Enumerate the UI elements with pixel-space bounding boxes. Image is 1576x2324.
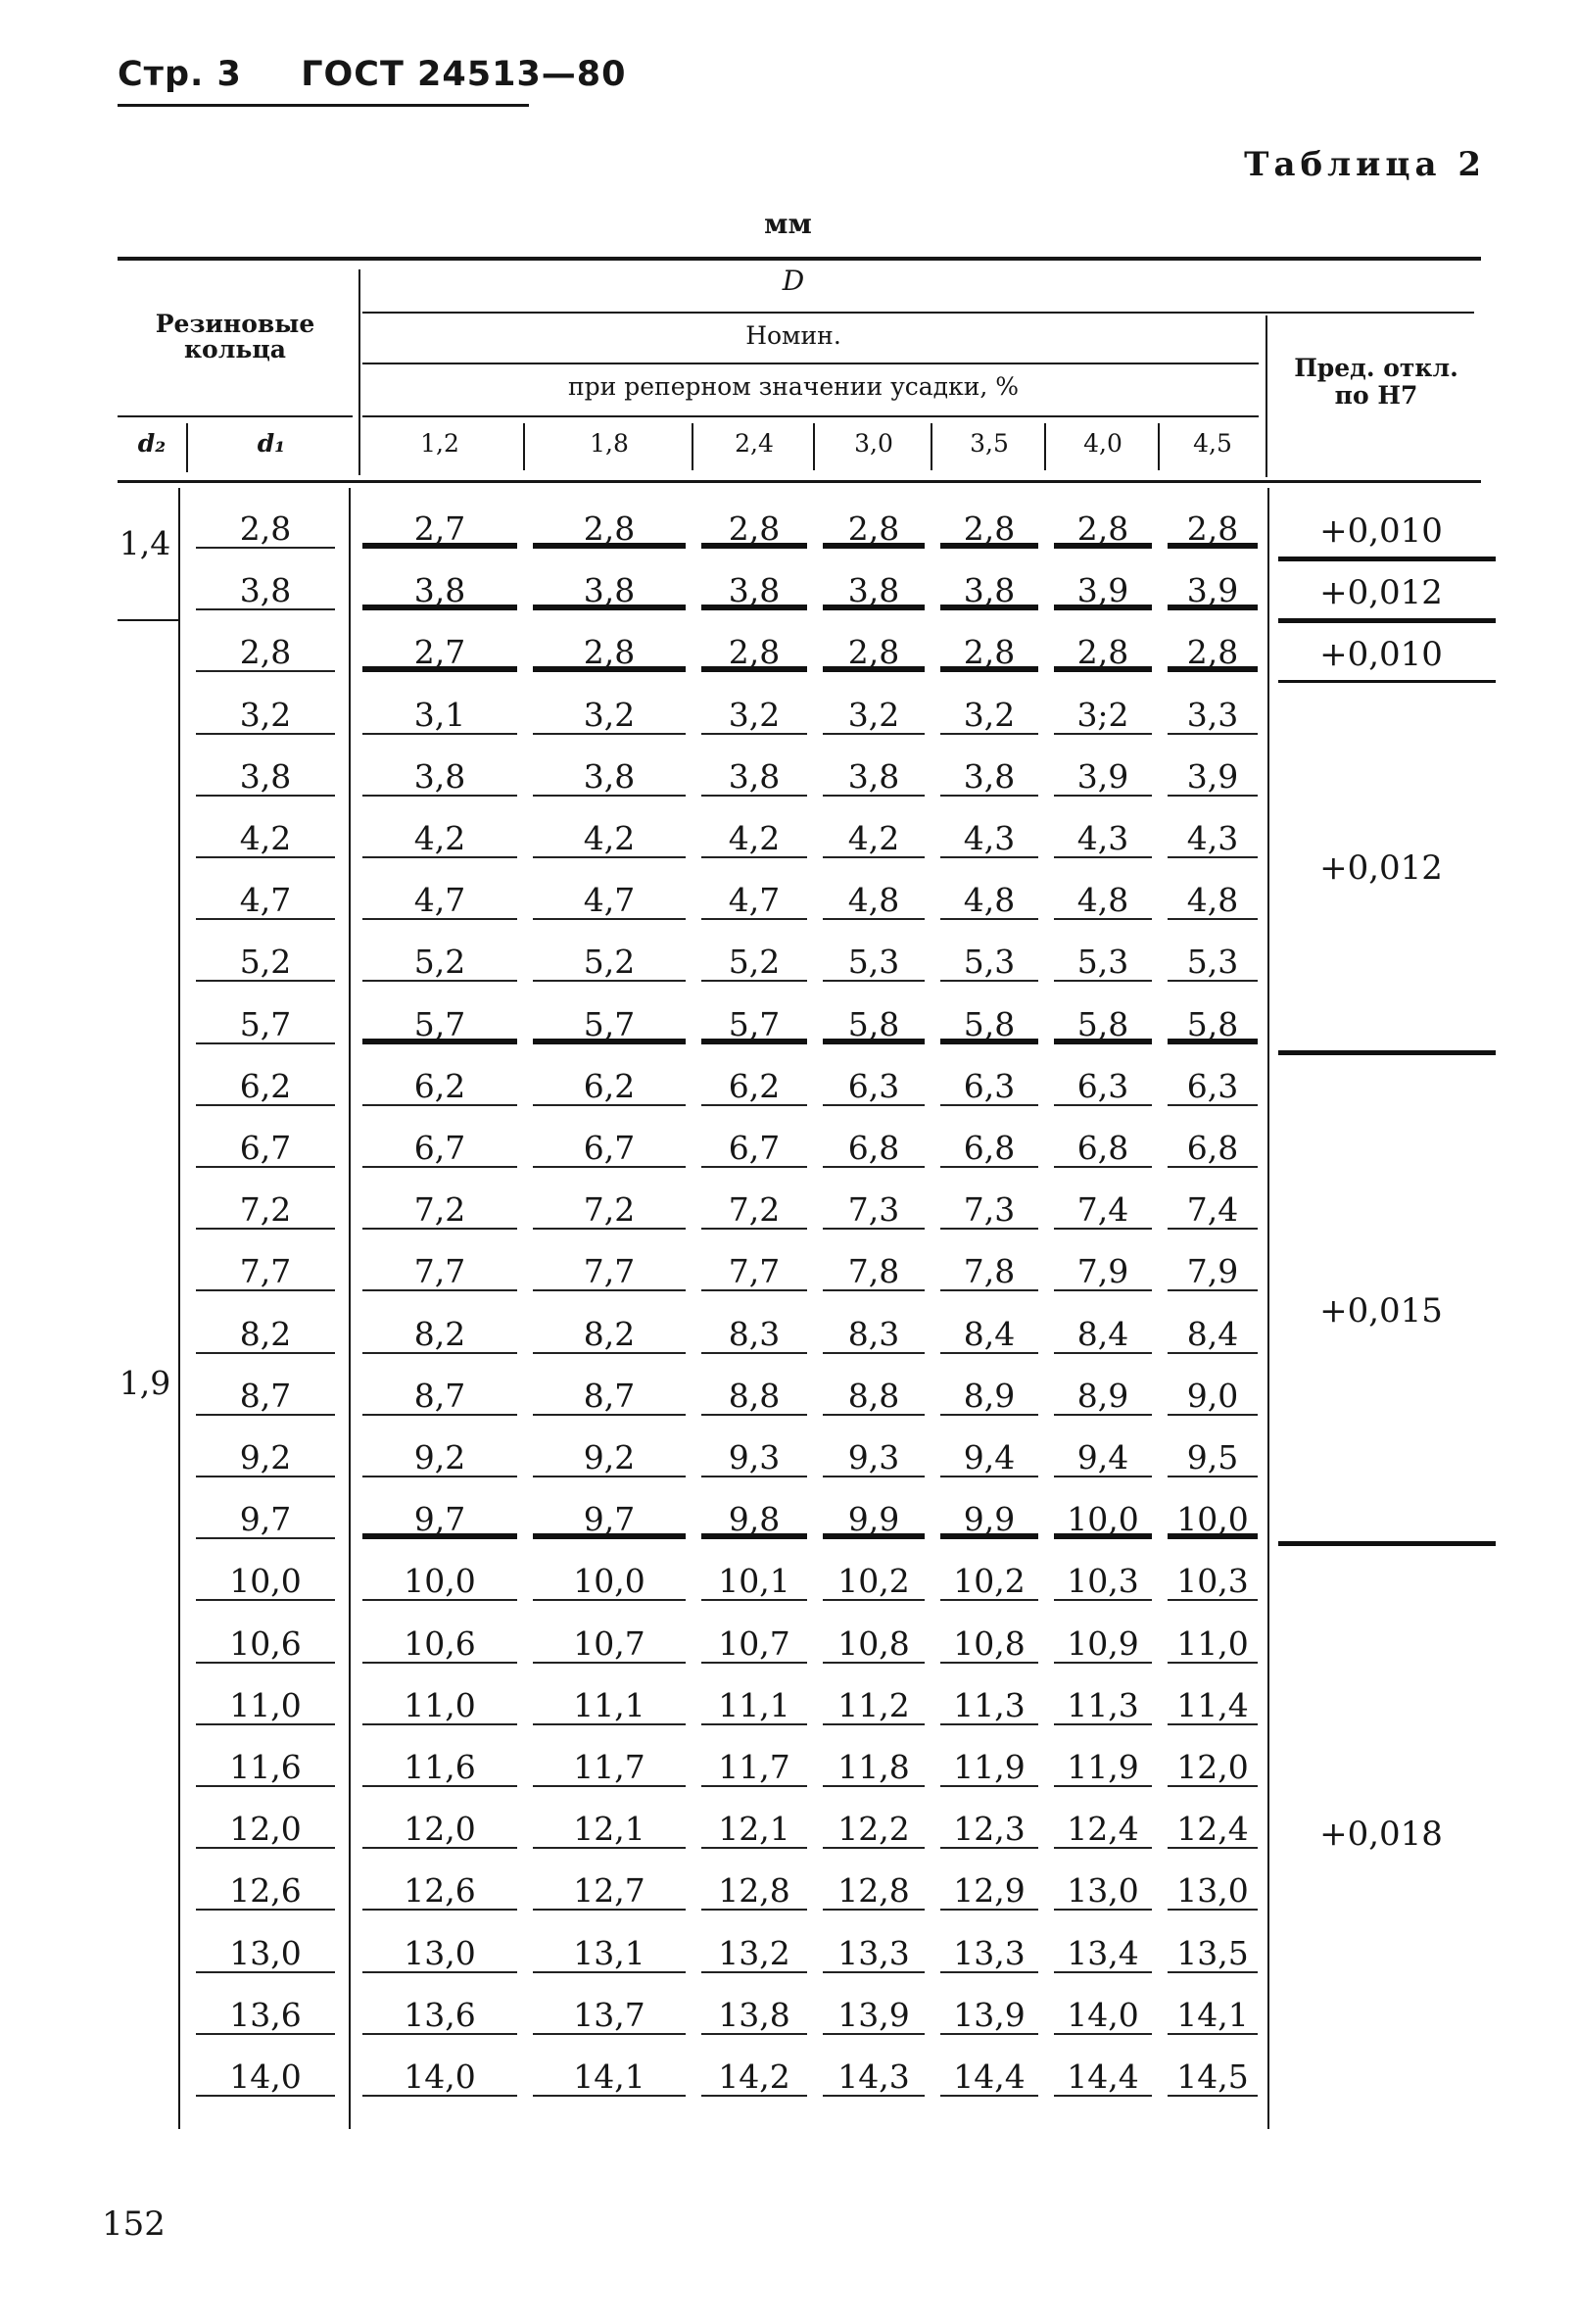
cell-d1: 8,7 xyxy=(196,1377,335,1416)
cell-d1: 6,2 xyxy=(196,1067,335,1106)
cell-value: 9,2 xyxy=(533,1438,686,1477)
header-shrinkage-divider xyxy=(813,423,815,470)
cell-value: 7,7 xyxy=(701,1252,807,1291)
cell-value: 12,8 xyxy=(823,1871,925,1911)
cell-d1: 14,0 xyxy=(196,2058,335,2097)
cell-value: 3,2 xyxy=(701,696,807,735)
cell-value: 8,2 xyxy=(533,1315,686,1354)
header-shrinkage-value: 4,0 xyxy=(1083,429,1122,458)
cell-value: 11,4 xyxy=(1168,1686,1258,1725)
cell-value: 2,8 xyxy=(940,633,1038,672)
cell-value: 13,9 xyxy=(940,1996,1038,2035)
header-shrinkage-value: 4,5 xyxy=(1193,429,1232,458)
body-vline-tolerance xyxy=(1267,488,1269,2129)
cell-value: 14,1 xyxy=(533,2058,686,2097)
table-row xyxy=(0,1862,1576,1923)
cell-value: 14,5 xyxy=(1168,2058,1258,2097)
cell-value: 10,0 xyxy=(1168,1500,1258,1539)
cell-value: 12,6 xyxy=(362,1871,517,1911)
cell-value: 3,8 xyxy=(362,757,517,797)
table-row xyxy=(0,686,1576,748)
tolerance-rule-5 xyxy=(1278,1541,1496,1546)
cell-value: 2,8 xyxy=(1168,509,1258,549)
cell-value: 5,2 xyxy=(701,943,807,982)
cell-d1: 6,7 xyxy=(196,1129,335,1168)
cell-value: 13,6 xyxy=(362,1996,517,2035)
table-label: Таблица 2 xyxy=(1244,145,1486,184)
cell-value: 14,0 xyxy=(1054,1996,1152,2035)
cell-value: 4,8 xyxy=(1054,881,1152,920)
cell-d1: 7,2 xyxy=(196,1190,335,1230)
cell-value: 9,4 xyxy=(940,1438,1038,1477)
cell-value: 11,0 xyxy=(362,1686,517,1725)
cell-value: 7,2 xyxy=(701,1190,807,1230)
header-shrinkage-divider xyxy=(523,423,525,470)
cell-value: 6,8 xyxy=(1168,1129,1258,1168)
table-row xyxy=(0,1738,1576,1800)
cell-value: 10,8 xyxy=(940,1624,1038,1664)
cell-value: 10,0 xyxy=(1054,1500,1152,1539)
cell-value: 9,7 xyxy=(362,1500,517,1539)
cell-value: 13,0 xyxy=(1168,1871,1258,1911)
table-row xyxy=(0,1057,1576,1119)
cell-d1: 5,7 xyxy=(196,1005,335,1044)
cell-value: 12,0 xyxy=(362,1810,517,1849)
cell-d1: 2,8 xyxy=(196,509,335,549)
cell-value: 9,9 xyxy=(940,1500,1038,1539)
cell-value: 9,7 xyxy=(533,1500,686,1539)
cell-value: 9,4 xyxy=(1054,1438,1152,1477)
cell-value: 13,0 xyxy=(1054,1871,1152,1911)
cell-value: 14,4 xyxy=(940,2058,1038,2097)
table-row xyxy=(0,1428,1576,1490)
header-bottom-rule xyxy=(118,480,1481,483)
cell-value: 3,2 xyxy=(823,696,925,735)
cell-value: 8,2 xyxy=(362,1315,517,1354)
cell-value: 6,7 xyxy=(701,1129,807,1168)
cell-value: 2,8 xyxy=(823,509,925,549)
cell-value: 8,4 xyxy=(1054,1315,1152,1354)
cell-value: 7,8 xyxy=(823,1252,925,1291)
cell-value: 7,4 xyxy=(1054,1190,1152,1230)
cell-value: 14,4 xyxy=(1054,2058,1152,2097)
table-row xyxy=(0,995,1576,1057)
tolerance-2: +0,012 xyxy=(1319,573,1443,612)
header-shrinkage-divider xyxy=(1158,423,1160,470)
cell-value: 4,2 xyxy=(362,819,517,858)
cell-value: 11,1 xyxy=(701,1686,807,1725)
cell-value: 11,3 xyxy=(940,1686,1038,1725)
cell-value: 7,4 xyxy=(1168,1190,1258,1230)
cell-d1: 3,8 xyxy=(196,757,335,797)
cell-value: 3,8 xyxy=(533,571,686,610)
cell-value: 2,8 xyxy=(533,633,686,672)
header-shrinkage-divider xyxy=(1044,423,1046,470)
cell-value: 11,7 xyxy=(701,1748,807,1787)
header-d1: d₁ xyxy=(257,429,286,458)
page-number: 152 xyxy=(102,2204,166,2244)
cell-value: 5,8 xyxy=(823,1005,925,1044)
cell-value: 4,2 xyxy=(533,819,686,858)
cell-value: 3,8 xyxy=(701,571,807,610)
cell-value: 6,8 xyxy=(823,1129,925,1168)
table-row xyxy=(0,748,1576,809)
cell-value: 2,8 xyxy=(533,509,686,549)
cell-value: 4,3 xyxy=(1168,819,1258,858)
cell-value: 9,9 xyxy=(823,1500,925,1539)
cell-value: 13,1 xyxy=(533,1934,686,1973)
cell-value: 6,8 xyxy=(940,1129,1038,1168)
cell-value: 14,2 xyxy=(701,2058,807,2097)
cell-d1: 2,8 xyxy=(196,633,335,672)
cell-value: 5,7 xyxy=(701,1005,807,1044)
cell-d1: 13,6 xyxy=(196,1996,335,2035)
cell-value: 9,3 xyxy=(701,1438,807,1477)
cell-value: 4,2 xyxy=(823,819,925,858)
tolerance-6: +0,018 xyxy=(1319,1815,1443,1854)
cell-value: 9,8 xyxy=(701,1500,807,1539)
table-row xyxy=(0,1676,1576,1738)
cell-value: 6,7 xyxy=(533,1129,686,1168)
cell-value: 3,2 xyxy=(940,696,1038,735)
cell-value: 14,0 xyxy=(362,2058,517,2097)
cell-value: 7,3 xyxy=(940,1190,1038,1230)
cell-value: 6,2 xyxy=(701,1067,807,1106)
tolerance-1: +0,010 xyxy=(1319,511,1443,551)
cell-value: 6,3 xyxy=(1054,1067,1152,1106)
cell-d1: 5,2 xyxy=(196,943,335,982)
cell-value: 4,2 xyxy=(701,819,807,858)
cell-value: 4,8 xyxy=(1168,881,1258,920)
body-vline-d1 xyxy=(349,488,351,2129)
cell-value: 13,5 xyxy=(1168,1934,1258,1973)
cell-value: 2,8 xyxy=(1168,633,1258,672)
tolerance-4: +0,012 xyxy=(1319,848,1443,888)
cell-value: 5,2 xyxy=(533,943,686,982)
cell-d1: 11,0 xyxy=(196,1686,335,1725)
cell-d1: 4,7 xyxy=(196,881,335,920)
d2-group-1: 1,4 xyxy=(119,524,171,562)
cell-value: 7,8 xyxy=(940,1252,1038,1291)
cell-value: 6,3 xyxy=(940,1067,1038,1106)
cell-value: 5,3 xyxy=(1168,943,1258,982)
cell-value: 5,7 xyxy=(533,1005,686,1044)
cell-value: 10,1 xyxy=(701,1562,807,1601)
cell-value: 3,2 xyxy=(533,696,686,735)
cell-value: 12,1 xyxy=(533,1810,686,1849)
cell-d1: 3,8 xyxy=(196,571,335,610)
cell-value: 8,7 xyxy=(533,1377,686,1416)
cell-value: 5,3 xyxy=(940,943,1038,982)
cell-value: 10,3 xyxy=(1168,1562,1258,1601)
cell-value: 13,4 xyxy=(1054,1934,1152,1973)
cell-value: 4,8 xyxy=(940,881,1038,920)
cell-value: 9,0 xyxy=(1168,1377,1258,1416)
cell-value: 8,9 xyxy=(1054,1377,1152,1416)
cell-value: 12,1 xyxy=(701,1810,807,1849)
cell-value: 4,8 xyxy=(823,881,925,920)
cell-value: 3,8 xyxy=(362,571,517,610)
cell-value: 2,8 xyxy=(940,509,1038,549)
header-shrinkage: при реперном значении усадки, % xyxy=(567,372,1020,401)
cell-value: 10,8 xyxy=(823,1624,925,1664)
cell-value: 13,7 xyxy=(533,1996,686,2035)
cell-value: 13,8 xyxy=(701,1996,807,2035)
cell-value: 12,3 xyxy=(940,1810,1038,1849)
cell-value: 8,8 xyxy=(701,1377,807,1416)
header-vline-d2 xyxy=(186,423,188,472)
cell-value: 2,7 xyxy=(362,633,517,672)
cell-value: 3,8 xyxy=(823,757,925,797)
cell-value: 3,1 xyxy=(362,696,517,735)
cell-value: 3,8 xyxy=(701,757,807,797)
cell-value: 10,0 xyxy=(362,1562,517,1601)
cell-value: 3,9 xyxy=(1168,757,1258,797)
header-shrinkage-divider xyxy=(692,423,693,470)
cell-value: 12,2 xyxy=(823,1810,925,1849)
cell-value: 3,8 xyxy=(940,757,1038,797)
cell-value: 6,2 xyxy=(533,1067,686,1106)
body-vline-d2 xyxy=(178,488,180,2129)
table-row xyxy=(0,2048,1576,2109)
cell-value: 4,3 xyxy=(940,819,1038,858)
cell-value: 6,2 xyxy=(362,1067,517,1106)
cell-value: 13,3 xyxy=(940,1934,1038,1973)
cell-value: 14,1 xyxy=(1168,1996,1258,2035)
cell-value: 3,9 xyxy=(1054,757,1152,797)
cell-value: 3,8 xyxy=(823,571,925,610)
header-tolerance: Пред. откл. по H7 xyxy=(1294,354,1458,410)
cell-value: 7,3 xyxy=(823,1190,925,1230)
cell-value: 10,7 xyxy=(533,1624,686,1664)
cell-value: 11,2 xyxy=(823,1686,925,1725)
cell-value: 8,3 xyxy=(823,1315,925,1354)
cell-d1: 13,0 xyxy=(196,1934,335,1973)
header-rule-d-below xyxy=(362,312,1474,314)
cell-value: 3,9 xyxy=(1168,571,1258,610)
header-nominal: Номин. xyxy=(745,321,841,350)
cell-value: 7,9 xyxy=(1168,1252,1258,1291)
cell-value: 5,3 xyxy=(823,943,925,982)
header-shrinkage-value: 3,5 xyxy=(970,429,1009,458)
cell-d1: 12,0 xyxy=(196,1810,335,1849)
page-ref: Стр. 3 xyxy=(118,55,242,94)
table-row xyxy=(0,1367,1576,1428)
cell-value: 5,3 xyxy=(1054,943,1152,982)
header-shrinkage-value: 1,2 xyxy=(420,429,459,458)
cell-value: 6,8 xyxy=(1054,1129,1152,1168)
cell-value: 14,3 xyxy=(823,2058,925,2097)
table-row xyxy=(0,1986,1576,2048)
cell-value: 12,9 xyxy=(940,1871,1038,1911)
d2-group-2: 1,9 xyxy=(119,1364,171,1402)
cell-value: 11,1 xyxy=(533,1686,686,1725)
cell-value: 13,3 xyxy=(823,1934,925,1973)
cell-value: 11,0 xyxy=(1168,1624,1258,1664)
cell-value: 7,2 xyxy=(533,1190,686,1230)
table-row xyxy=(0,1119,1576,1181)
header-shrinkage-value: 2,4 xyxy=(735,429,774,458)
standard-ref: ГОСТ 24513—80 xyxy=(301,55,627,94)
cell-value: 11,7 xyxy=(533,1748,686,1787)
header-D: D xyxy=(782,265,805,297)
tolerance-rule-4 xyxy=(1278,1050,1496,1055)
header-rings: Резиновые кольца xyxy=(155,310,315,363)
cell-value: 7,7 xyxy=(362,1252,517,1291)
cell-value: 8,3 xyxy=(701,1315,807,1354)
cell-value: 7,9 xyxy=(1054,1252,1152,1291)
cell-value: 3,9 xyxy=(1054,571,1152,610)
cell-d1: 8,2 xyxy=(196,1315,335,1354)
cell-d1: 7,7 xyxy=(196,1252,335,1291)
cell-value: 8,9 xyxy=(940,1377,1038,1416)
header-shrinkage-value: 1,8 xyxy=(590,429,629,458)
cell-value: 4,7 xyxy=(533,881,686,920)
cell-value: 12,4 xyxy=(1054,1810,1152,1849)
table-row xyxy=(0,933,1576,994)
cell-value: 10,0 xyxy=(533,1562,686,1601)
cell-value: 8,8 xyxy=(823,1377,925,1416)
cell-value: 13,9 xyxy=(823,1996,925,2035)
tolerance-rule-3 xyxy=(1278,680,1496,683)
cell-value: 10,6 xyxy=(362,1624,517,1664)
cell-value: 6,3 xyxy=(823,1067,925,1106)
cell-value: 4,7 xyxy=(701,881,807,920)
cell-d1: 12,6 xyxy=(196,1871,335,1911)
cell-value: 5,8 xyxy=(1168,1005,1258,1044)
table-row xyxy=(0,1181,1576,1242)
cell-d1: 4,2 xyxy=(196,819,335,858)
header-vline-rings xyxy=(358,269,360,475)
cell-value: 3,8 xyxy=(533,757,686,797)
cell-value: 10,2 xyxy=(940,1562,1038,1601)
cell-value: 5,8 xyxy=(940,1005,1038,1044)
cell-value: 2,8 xyxy=(701,633,807,672)
table-row xyxy=(0,1552,1576,1614)
cell-value: 5,2 xyxy=(362,943,517,982)
cell-value: 10,7 xyxy=(701,1624,807,1664)
cell-value: 10,3 xyxy=(1054,1562,1152,1601)
cell-value: 8,4 xyxy=(1168,1315,1258,1354)
cell-value: 10,9 xyxy=(1054,1624,1152,1664)
cell-value: 11,6 xyxy=(362,1748,517,1787)
header-vline-tolerance xyxy=(1266,315,1267,477)
header-rule-rings-below xyxy=(118,415,353,417)
table-top-rule xyxy=(118,257,1481,261)
tolerance-5: +0,015 xyxy=(1319,1291,1443,1331)
cell-value: 5,7 xyxy=(362,1005,517,1044)
cell-value: 4,3 xyxy=(1054,819,1152,858)
cell-value: 3,3 xyxy=(1168,696,1258,735)
cell-value: 2,8 xyxy=(1054,509,1152,549)
cell-value: 2,8 xyxy=(1054,633,1152,672)
header-shrinkage-value: 3,0 xyxy=(854,429,893,458)
cell-d1: 3,2 xyxy=(196,696,335,735)
header-d2: d₂ xyxy=(137,429,167,458)
cell-value: 2,8 xyxy=(823,633,925,672)
cell-d1: 11,6 xyxy=(196,1748,335,1787)
cell-value: 7,2 xyxy=(362,1190,517,1230)
cell-value: 7,7 xyxy=(533,1252,686,1291)
table-row xyxy=(0,1924,1576,1986)
cell-d1: 10,6 xyxy=(196,1624,335,1664)
cell-value: 12,7 xyxy=(533,1871,686,1911)
cell-value: 4,7 xyxy=(362,881,517,920)
cell-value: 3;2 xyxy=(1054,696,1152,735)
header-rule-nominal-below xyxy=(362,363,1259,364)
cell-value: 9,2 xyxy=(362,1438,517,1477)
d2-group-separator xyxy=(118,619,178,621)
cell-value: 3,8 xyxy=(940,571,1038,610)
cell-value: 11,9 xyxy=(940,1748,1038,1787)
cell-value: 12,4 xyxy=(1168,1810,1258,1849)
cell-d1: 9,2 xyxy=(196,1438,335,1477)
cell-value: 2,7 xyxy=(362,509,517,549)
cell-value: 13,2 xyxy=(701,1934,807,1973)
cell-d1: 10,0 xyxy=(196,1562,335,1601)
cell-value: 6,3 xyxy=(1168,1067,1258,1106)
cell-value: 11,9 xyxy=(1054,1748,1152,1787)
tolerance-3: +0,010 xyxy=(1319,635,1443,674)
header-shrinkage-divider xyxy=(931,423,932,470)
cell-value: 9,3 xyxy=(823,1438,925,1477)
cell-value: 11,3 xyxy=(1054,1686,1152,1725)
tolerance-rule-2 xyxy=(1278,618,1496,623)
cell-value: 10,2 xyxy=(823,1562,925,1601)
units-label: мм xyxy=(764,208,812,240)
cell-value: 9,5 xyxy=(1168,1438,1258,1477)
table-row xyxy=(0,1615,1576,1676)
cell-value: 8,7 xyxy=(362,1377,517,1416)
cell-value: 8,4 xyxy=(940,1315,1038,1354)
header-rule-shrinkage-below xyxy=(362,415,1259,417)
cell-value: 11,8 xyxy=(823,1748,925,1787)
cell-d1: 9,7 xyxy=(196,1500,335,1539)
cell-value: 12,0 xyxy=(1168,1748,1258,1787)
cell-value: 13,0 xyxy=(362,1934,517,1973)
cell-value: 12,8 xyxy=(701,1871,807,1911)
cell-value: 6,7 xyxy=(362,1129,517,1168)
tolerance-rule-1 xyxy=(1278,557,1496,561)
cell-value: 5,8 xyxy=(1054,1005,1152,1044)
cell-value: 2,8 xyxy=(701,509,807,549)
